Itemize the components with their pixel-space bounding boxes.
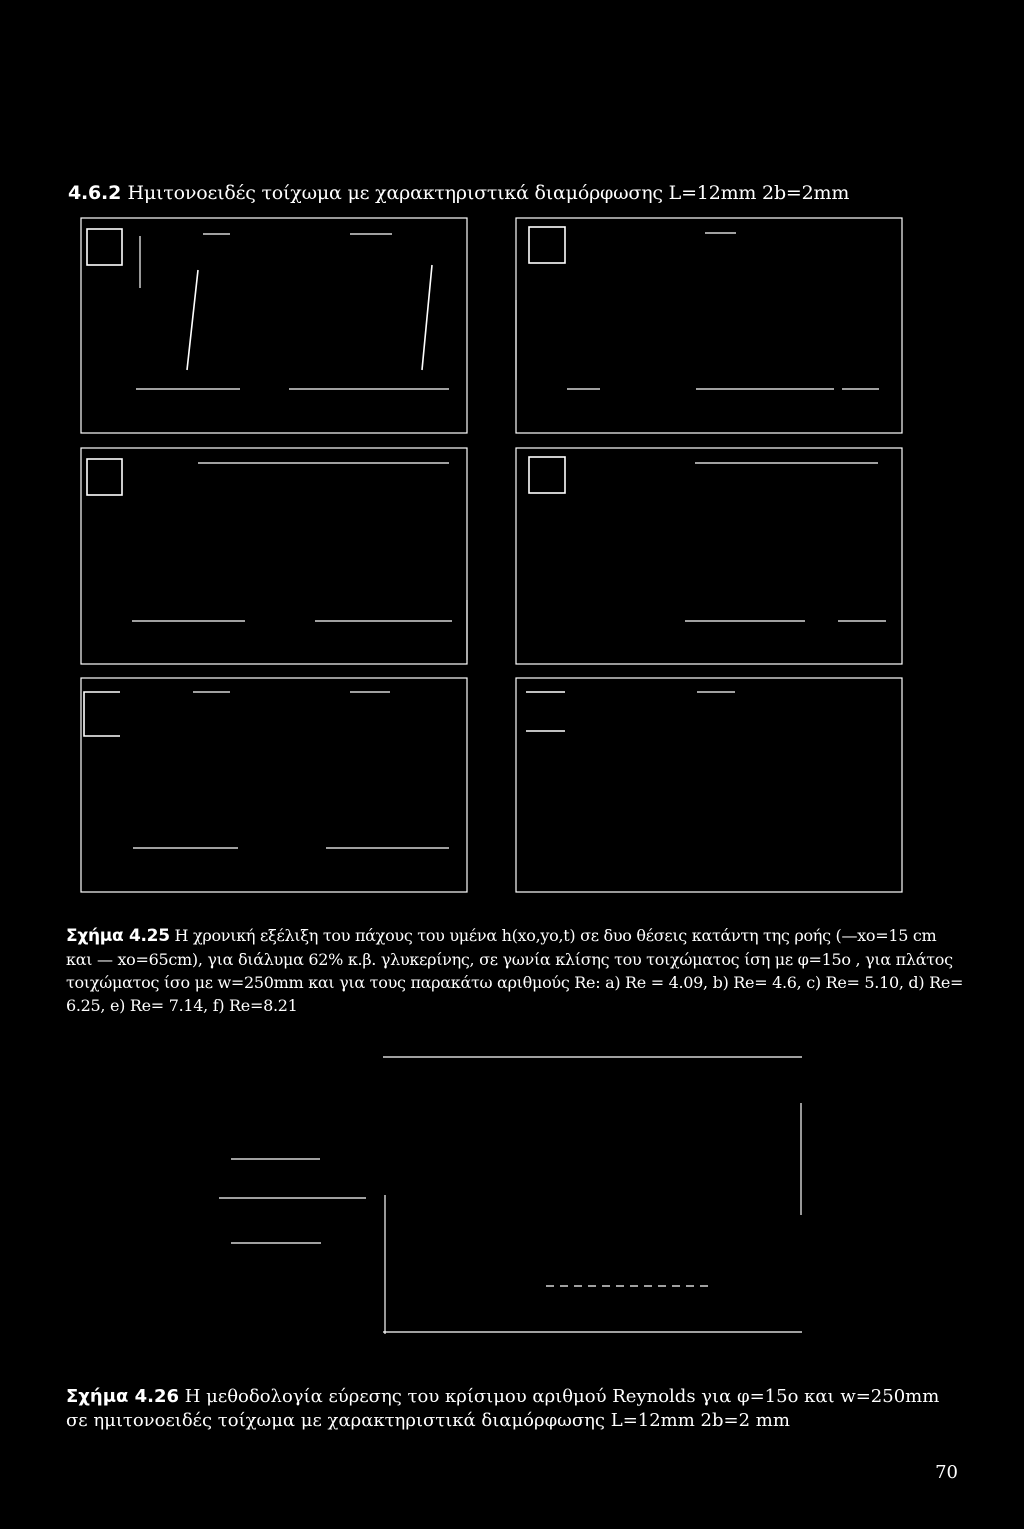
caption-label-2: Σχήμα 4.26 (66, 1386, 180, 1407)
section-title: Ημιτονοειδές τοίχωμα με χαρακτηριστικά διαμόρφωσης L=12mm 2b=2mm (127, 182, 850, 204)
section-number: 4.6.2 (68, 182, 122, 204)
caption-text-2: Η μεθοδολογία εύρεσης του κρίσιμου αριθμού Reynolds για φ=15o και w=250mm σε ημιτονοειδές τοίχωμα με χαρακτηριστικά διαμόρφωσης L=12mm 2b=2 mm (66, 1386, 940, 1431)
page-number: 70 (935, 1462, 958, 1483)
figure-4-26-caption (66, 1385, 966, 1433)
caption-text: Η χρονική εξέλιξη του πάχους του υμένα h(xo,yo,t) σε δυο θέσεις κατάντη της ροής (—xo=15 cm και — xo=65cm), για διάλυμα 62% κ.β. γλυκερίνης, σε γωνία κλίσης του τοιχώματος ίση με φ=15o , για πλάτος τοιχώματος ίσο με w=250mm και για τους παρακάτω αριθμούς Re: a) Re = 4.09, b) Re= 4.6, c) Re= 5.10, d) Re= 6.25, e) Re= 7.14, f) Re=8.21 (66, 926, 964, 1015)
caption-label: Σχήμα 4.25 (66, 926, 170, 946)
